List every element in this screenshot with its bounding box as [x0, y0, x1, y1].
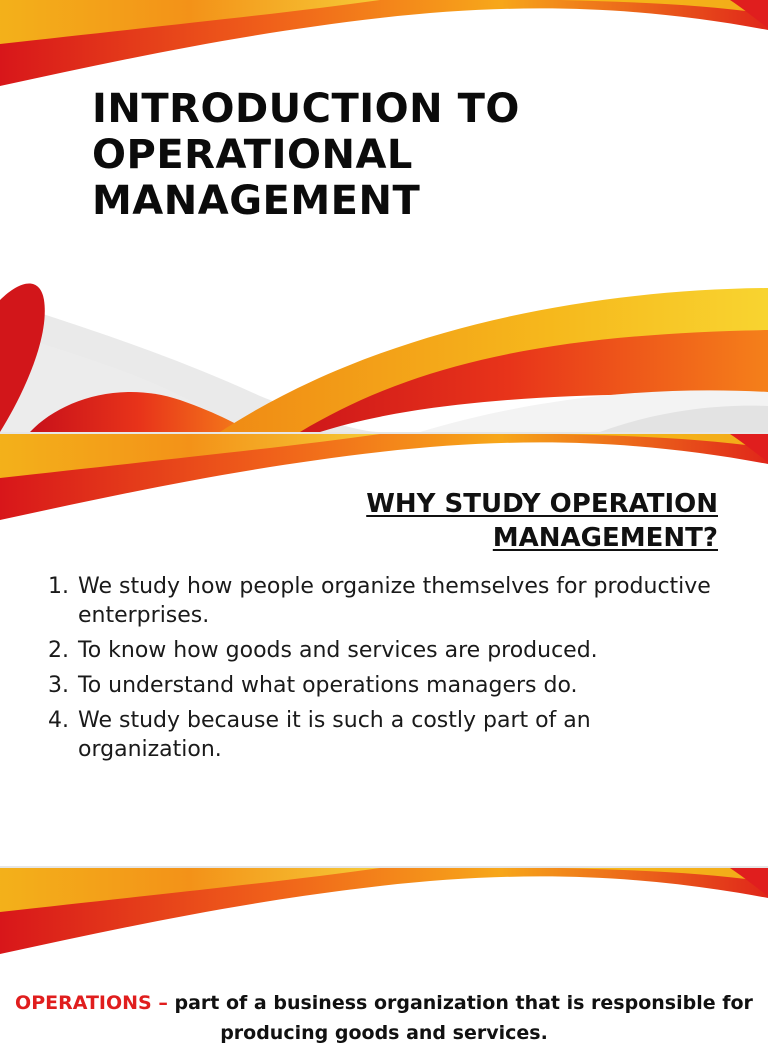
reasons-list — [48, 572, 728, 770]
list-text: We study because it is such a costly part of an organization. — [78, 708, 591, 762]
title-line: OPERATIONAL — [92, 132, 413, 178]
list-text: We study how people organize themselves for productive enterprises. — [78, 574, 711, 628]
slide-title — [0, 0, 768, 432]
slide-title-heading — [92, 86, 652, 224]
slide-heading — [366, 487, 718, 555]
slide-operations-definition — [0, 868, 768, 1044]
list-item — [48, 636, 728, 665]
definition-term: OPERATIONS – — [15, 992, 168, 1014]
title-line: INTRODUCTION TO — [92, 86, 520, 132]
list-item — [48, 671, 728, 700]
list-number: 2. — [48, 638, 69, 663]
list-number: 3. — [48, 673, 69, 698]
title-line: MANAGEMENT — [92, 178, 421, 224]
definition-text — [0, 988, 768, 1048]
list-item — [48, 706, 728, 764]
list-number: 4. — [48, 708, 69, 733]
list-item — [48, 572, 728, 630]
slide-why-study — [0, 434, 768, 866]
list-text: To know how goods and services are produced. — [78, 638, 598, 663]
heading-line: MANAGEMENT? — [492, 523, 718, 553]
definition-body: part of a business organization that is responsible for producing goods and services. — [174, 992, 753, 1044]
list-text: To understand what operations managers do. — [78, 673, 578, 698]
list-number: 1. — [48, 574, 69, 599]
heading-line: WHY STUDY OPERATION — [366, 489, 718, 519]
